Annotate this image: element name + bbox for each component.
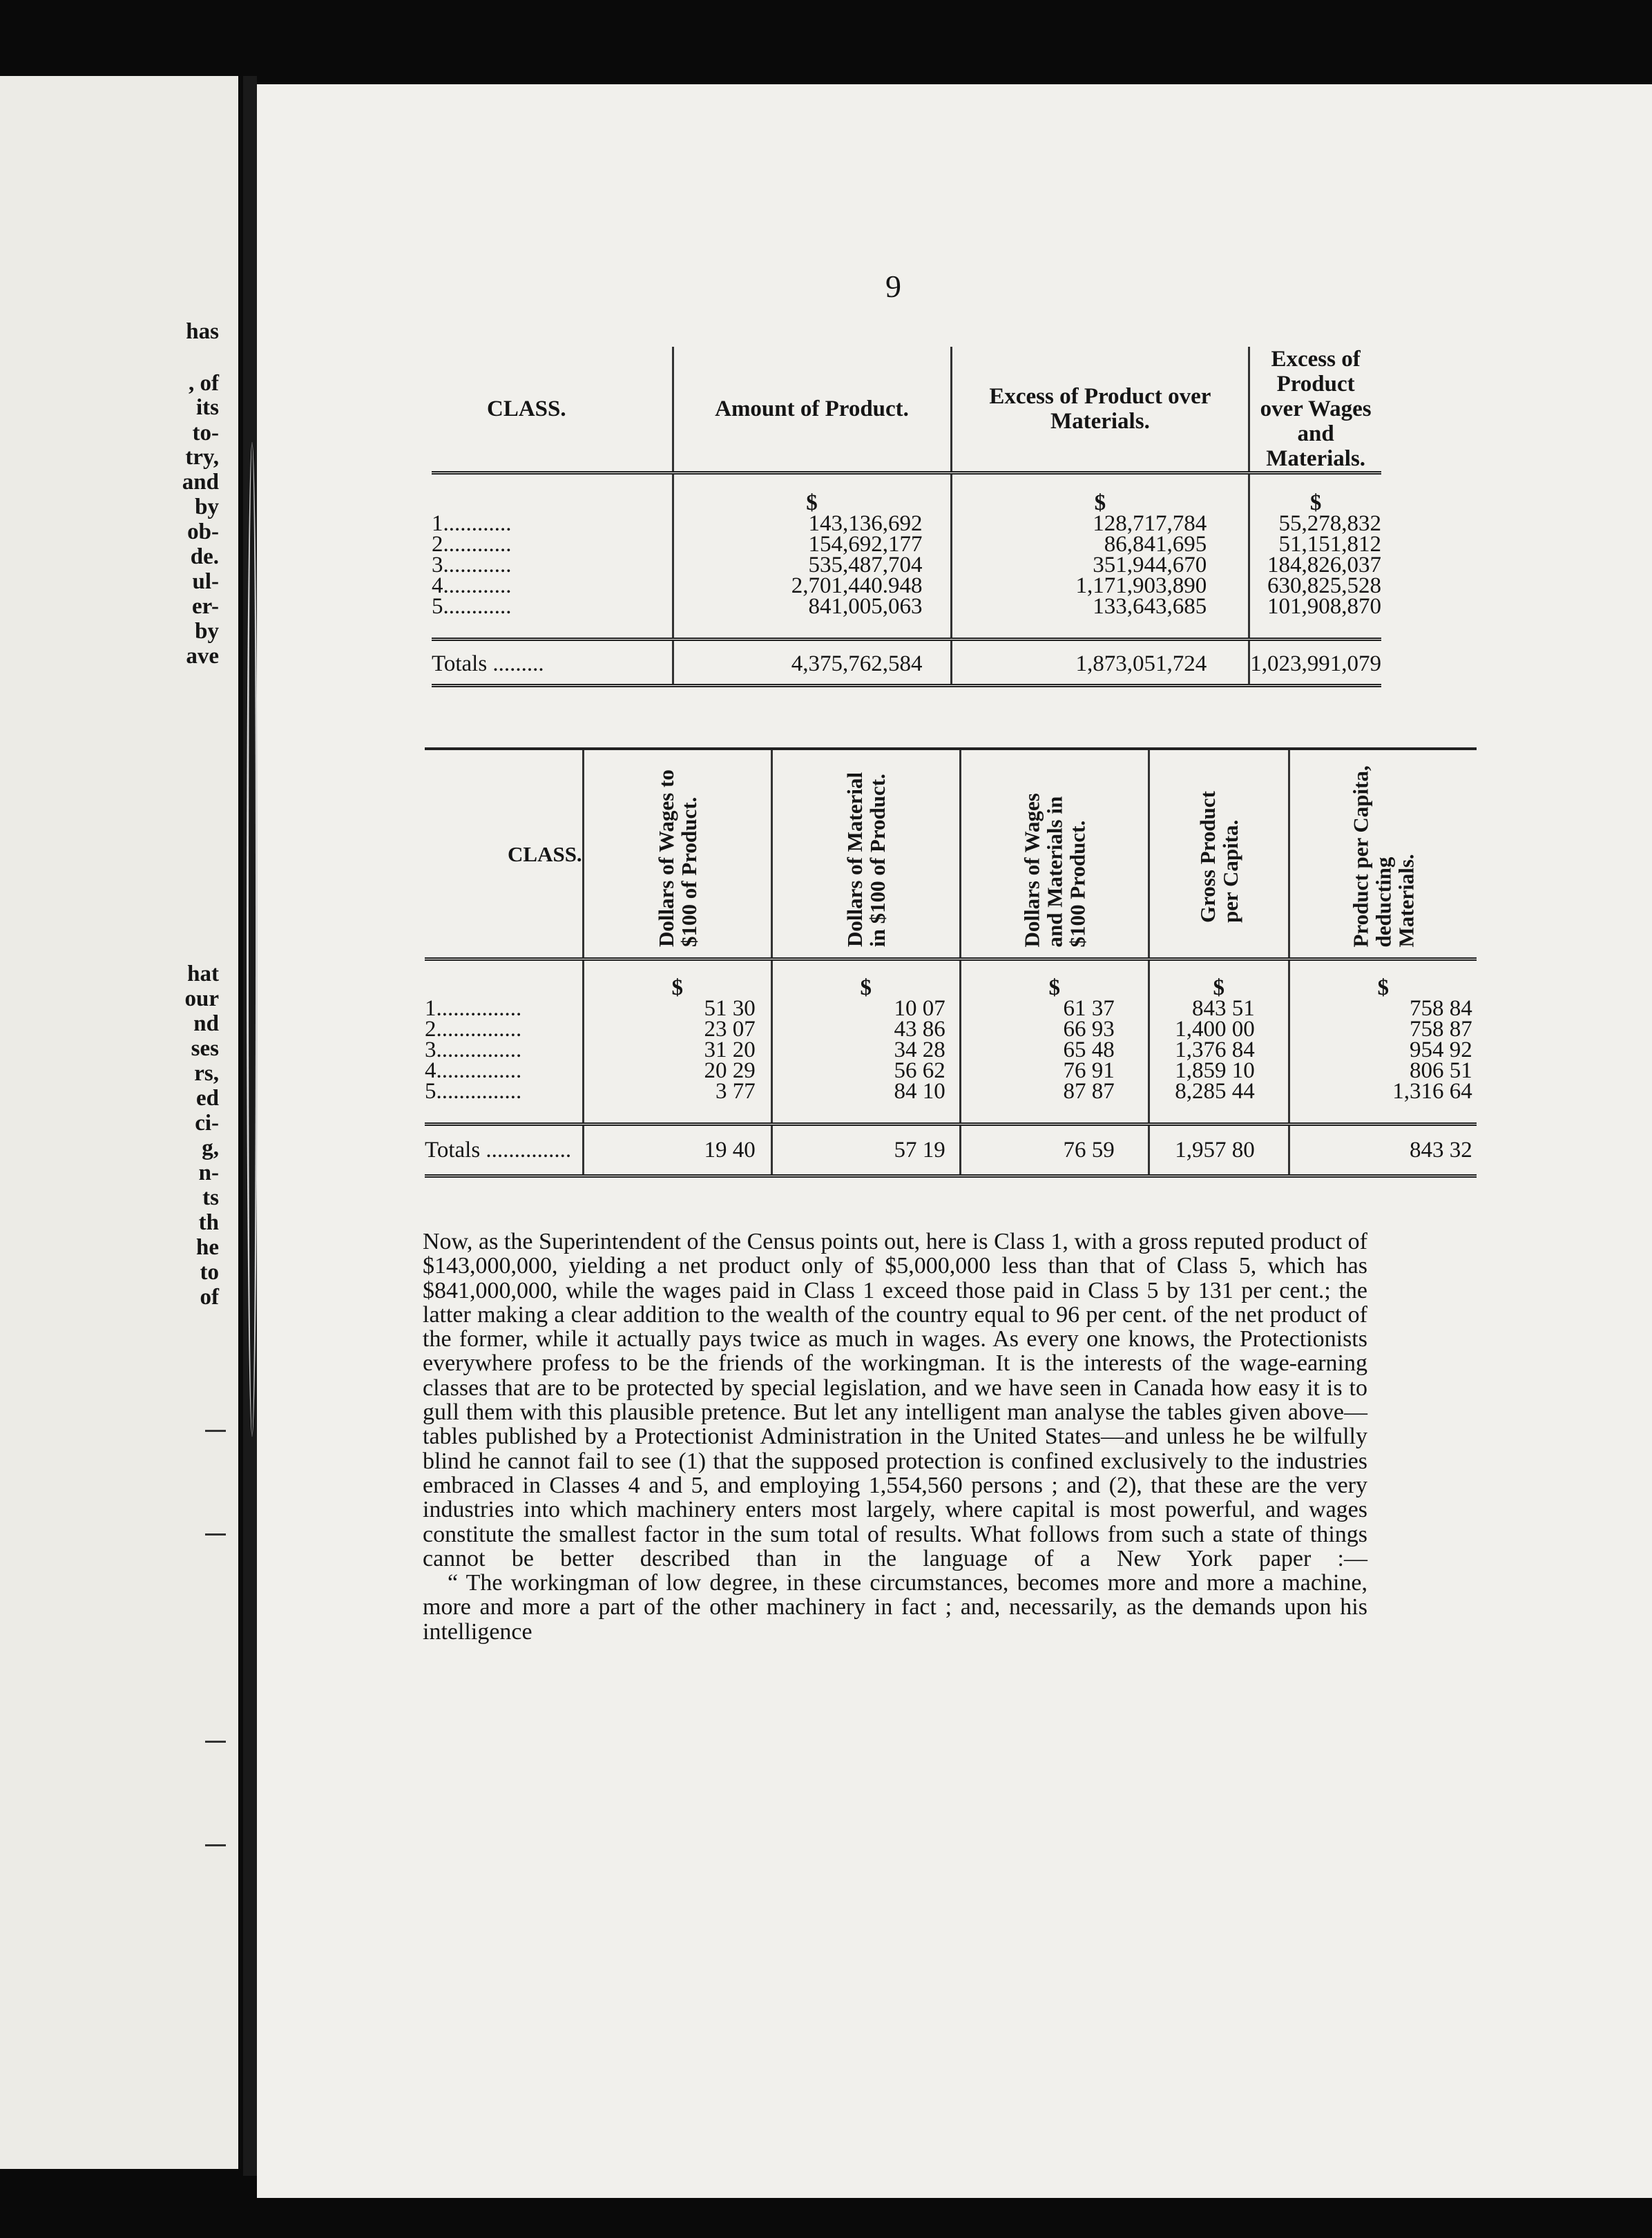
cell-excess-wages-materials: 630,825,528	[1249, 575, 1381, 596]
table-row	[432, 596, 1381, 640]
cell-excess-materials: 351,944,670	[951, 555, 1249, 575]
left-page-fragment: ave	[186, 644, 219, 669]
left-page-fragment: he	[196, 1235, 219, 1260]
cell-gross-per-capita: 1,376 84	[1149, 1040, 1289, 1060]
cell-amount: 143,136,692	[673, 513, 951, 534]
left-page-rule	[205, 1741, 226, 1743]
body-text	[423, 1230, 1367, 1644]
total-material: 57 19	[771, 1125, 960, 1176]
table-row	[432, 575, 1381, 596]
table-row	[432, 534, 1381, 555]
cell-excess-wages-materials: 101,908,870	[1249, 596, 1381, 640]
totals-label: Totals ...............	[425, 1138, 572, 1163]
cell-net-per-capita: 1,316 64	[1289, 1081, 1477, 1125]
left-page-fragment: , of	[189, 371, 219, 396]
page-fold-line	[247, 442, 258, 1437]
left-page-fragment: has	[186, 319, 219, 344]
column-header-excess-wages-materials: Excess of Product over Wages and Materials.	[1249, 347, 1381, 473]
totals-row	[425, 1125, 1477, 1176]
table-row	[425, 1081, 1477, 1125]
left-page-fragment: to-	[192, 421, 219, 446]
totals-row	[432, 640, 1381, 686]
cell-net-per-capita: 806 51	[1289, 1060, 1477, 1081]
table-row	[425, 1040, 1477, 1060]
left-page-rule	[205, 1844, 226, 1846]
left-page-fragment: rs,	[194, 1061, 219, 1086]
column-header-wages-per-100	[583, 749, 771, 959]
row-label: 3...............	[425, 1037, 522, 1062]
cell-net-per-capita: 758 84	[1289, 998, 1477, 1019]
currency-sign: $	[951, 473, 1249, 514]
column-header-class: CLASS.	[508, 841, 582, 866]
total-amount: 4,375,762,584	[673, 640, 951, 686]
cell-excess-wages-materials: 184,826,037	[1249, 555, 1381, 575]
table-header-row	[425, 749, 1477, 959]
rotated-header-text: Dollars of Wages and Materials in $100 Product.	[1019, 792, 1090, 947]
currency-sign: $	[960, 959, 1149, 999]
cell-wages-materials: 76 91	[960, 1060, 1149, 1081]
left-page-fragment: by	[195, 619, 219, 644]
table-header-row	[432, 347, 1381, 473]
cell-material: 56 62	[771, 1060, 960, 1081]
rotated-header-text: Product per Capita, deducting Materials.	[1348, 765, 1419, 947]
currency-sign: $	[771, 959, 960, 999]
row-label: 1...............	[425, 996, 522, 1021]
left-page-fragment: nd	[193, 1011, 219, 1036]
rotated-header-text: Dollars of Material in $100 of Product.	[842, 772, 890, 947]
cell-excess-wages-materials: 55,278,832	[1249, 513, 1381, 534]
left-page-fragment: ob-	[187, 519, 219, 544]
left-page-fragment: th	[198, 1210, 219, 1235]
currency-row	[432, 473, 1381, 514]
cell-gross-per-capita: 8,285 44	[1149, 1081, 1289, 1125]
table-row	[432, 555, 1381, 575]
left-page-fragment: by	[195, 495, 219, 519]
cell-excess-materials: 128,717,784	[951, 513, 1249, 534]
cell-net-per-capita: 758 87	[1289, 1019, 1477, 1040]
cell-amount: 841,005,063	[673, 596, 951, 640]
left-page-rule	[205, 1533, 226, 1536]
table-row	[425, 1060, 1477, 1081]
total-gross-per-capita: 1,957 80	[1149, 1125, 1289, 1176]
column-header-gross-per-capita	[1149, 749, 1289, 959]
cell-wages-materials: 87 87	[960, 1081, 1149, 1125]
row-label: 1............	[432, 511, 512, 536]
cell-amount: 154,692,177	[673, 534, 951, 555]
currency-sign: $	[1289, 959, 1477, 999]
cell-wages-materials: 66 93	[960, 1019, 1149, 1040]
table-row	[425, 998, 1477, 1019]
column-header-class: CLASS.	[487, 396, 566, 421]
cell-amount: 535,487,704	[673, 555, 951, 575]
row-label: 5...............	[425, 1079, 522, 1104]
row-label: 4...............	[425, 1058, 522, 1083]
cell-excess-materials: 86,841,695	[951, 534, 1249, 555]
cell-excess-wages-materials: 51,151,812	[1249, 534, 1381, 555]
row-label: 2...............	[425, 1017, 522, 1042]
left-page-edge	[0, 76, 238, 2169]
left-page-fragment: to	[200, 1260, 219, 1285]
rotated-header-text: Dollars of Wages to $100 of Product.	[653, 769, 701, 947]
left-page-fragment: its	[196, 395, 219, 420]
left-page-fragment: ts	[202, 1185, 219, 1210]
page-number: 9	[885, 269, 901, 304]
cell-wages: 3 77	[583, 1081, 771, 1125]
column-header-amount: Amount of Product.	[673, 347, 951, 473]
cell-gross-per-capita: 843 51	[1149, 998, 1289, 1019]
cell-material: 43 86	[771, 1019, 960, 1040]
currency-row	[425, 959, 1477, 999]
table-row	[432, 513, 1381, 534]
table-product-excess	[432, 347, 1381, 687]
table-ratios-per-capita	[425, 747, 1477, 1178]
left-page-fragment: hat	[187, 962, 219, 986]
quote-paragraph: “ The workingman of low degree, in these circumstances, becomes more and more a machine, more and more a part of the other machinery in fact ; and, necessarily, as the demands upon his intelligence	[423, 1570, 1367, 1645]
cell-gross-per-capita: 1,400 00	[1149, 1019, 1289, 1040]
left-page-fragment: ed	[196, 1086, 219, 1111]
currency-sign: $	[583, 959, 771, 999]
row-label: 5............	[432, 594, 512, 619]
cell-wages: 31 20	[583, 1040, 771, 1060]
column-header-wages-materials-per-100	[960, 749, 1149, 959]
row-label: 3............	[432, 553, 512, 577]
cell-material: 34 28	[771, 1040, 960, 1060]
cell-material: 10 07	[771, 998, 960, 1019]
total-net-per-capita: 843 32	[1289, 1125, 1477, 1176]
column-header-net-per-capita	[1289, 749, 1477, 959]
rotated-header-text: Gross Product per Capita.	[1195, 791, 1242, 923]
currency-sign: $	[673, 473, 951, 514]
left-page-fragment: ci-	[195, 1111, 219, 1136]
currency-sign: $	[1149, 959, 1289, 999]
total-excess-materials: 1,873,051,724	[951, 640, 1249, 686]
cell-net-per-capita: 954 92	[1289, 1040, 1477, 1060]
cell-material: 84 10	[771, 1081, 960, 1125]
table-row	[425, 1019, 1477, 1040]
left-page-fragment: of	[200, 1285, 219, 1310]
totals-label: Totals .........	[432, 651, 544, 676]
left-page-fragment: try,	[185, 445, 219, 470]
cell-excess-materials: 1,171,903,890	[951, 575, 1249, 596]
total-wages-materials: 76 59	[960, 1125, 1149, 1176]
left-page-fragment: and	[182, 470, 219, 495]
row-label: 4............	[432, 573, 512, 598]
currency-sign: $	[1249, 473, 1381, 514]
cell-wages-materials: 65 48	[960, 1040, 1149, 1060]
paragraph: Now, as the Superintendent of the Census points out, here is Class 1, with a gross reputed product of $143,000,000, yielding a net product only of $5,000,000 less than that of Class 5, which has $841,000,000, while the wages paid in Class 1 exceed those paid in Class 5 by 131 per cent.; the latter making a clear addition to the wealth of the country equal to 96 per cent. of the net product of the former, while it actually pays twice as much in wages. As every one knows, the Protectionists everywhere profess to be the friends of the workingman. It is the interests of the wage-earning classes that are to be protected by special legislation, and we have seen in Canada how easy it is to gull them with this plausible pretence. But let any intelligent man analyse the tables given above—tables published by a Protectionist Administration in the United States—and unless he be wilfully blind he cannot fail to see (1) that the supposed protection is confined exclusively to the industries embraced in Classes 4 and 5, and employing 1,554,560 persons ; and (2), that these are the very industries into which machinery enters most largely, where capital is most powerful, and wages constitute the smallest factor in the sum total of results. What follows from such a state of things cannot be better described than in the language of a New York paper :—	[423, 1229, 1367, 1571]
left-page-rule	[205, 1430, 226, 1432]
cell-wages: 51 30	[583, 998, 771, 1019]
cell-excess-materials: 133,643,685	[951, 596, 1249, 640]
total-wages: 19 40	[583, 1125, 771, 1176]
column-header-material-per-100	[771, 749, 960, 959]
cell-wages: 20 29	[583, 1060, 771, 1081]
left-page-fragment: de.	[190, 544, 219, 569]
cell-wages-materials: 61 37	[960, 998, 1149, 1019]
left-page-fragment: our	[184, 986, 219, 1011]
left-page-fragment: er-	[191, 594, 219, 619]
cell-wages: 23 07	[583, 1019, 771, 1040]
left-page-fragment: ses	[191, 1036, 219, 1061]
cell-amount: 2,701,440.948	[673, 575, 951, 596]
column-header-excess-materials: Excess of Product over Materials.	[951, 347, 1249, 473]
cell-gross-per-capita: 1,859 10	[1149, 1060, 1289, 1081]
left-page-fragment: g,	[202, 1136, 219, 1160]
total-excess-wages-materials: 1,023,991,079	[1249, 640, 1381, 686]
row-label: 2............	[432, 532, 512, 557]
left-page-fragment: ul-	[192, 569, 219, 594]
left-page-fragment: n-	[198, 1160, 219, 1185]
